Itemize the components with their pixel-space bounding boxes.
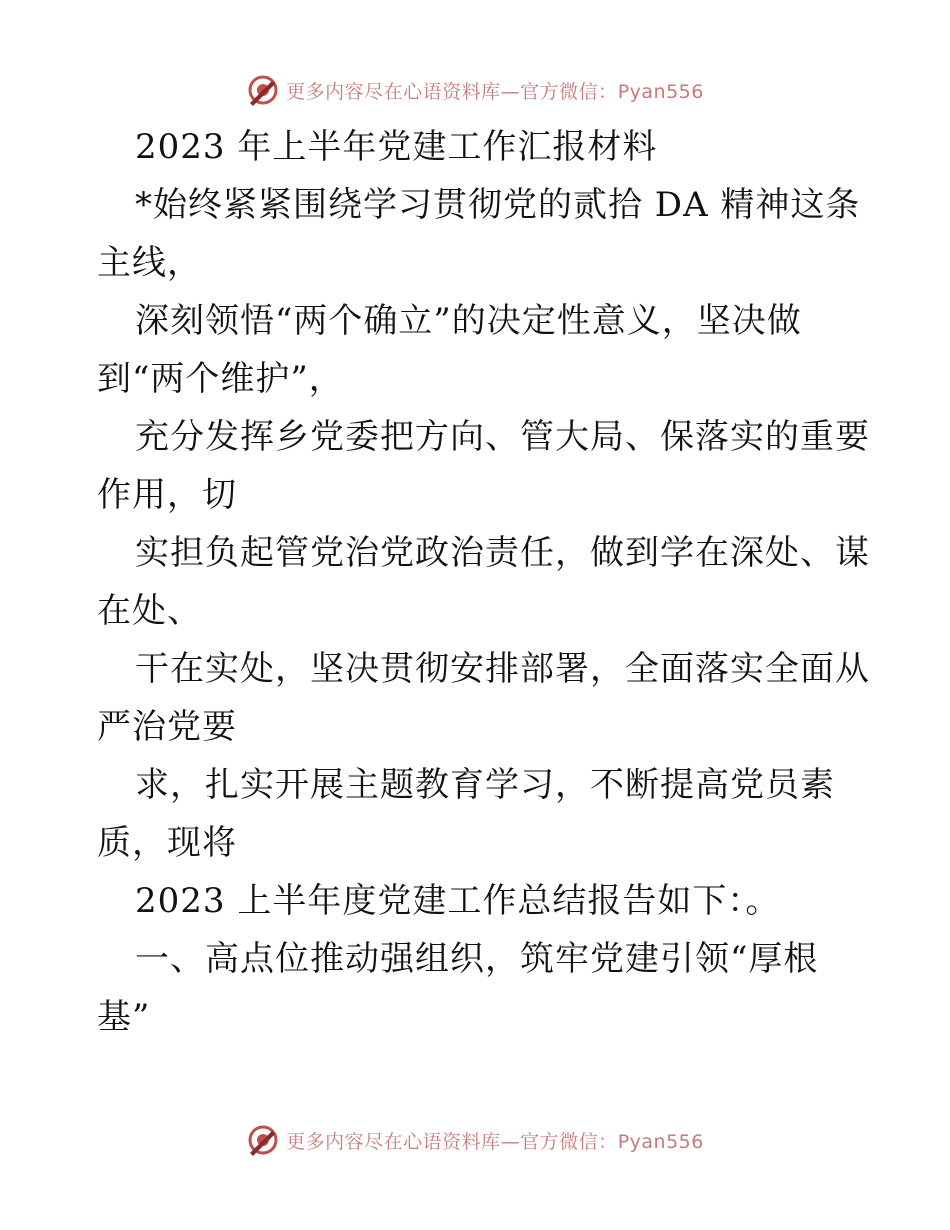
footer-watermark <box>0 1120 950 1160</box>
document-line: 基” <box>97 997 151 1037</box>
watermark-wechat-label: 官方微信： <box>520 80 618 103</box>
document-body <box>97 118 870 1046</box>
document-line: 2023 年上半年党建工作汇报材料 <box>135 127 658 167</box>
watermark-separator: — <box>500 80 521 103</box>
document-line: 一、高点位推动强组织，筑牢党建引领“厚根 <box>135 939 819 979</box>
document-line: 干在实处，坚决贯彻安排部署，全面落实全面从 <box>135 649 870 689</box>
document-line: 主线， <box>97 243 202 283</box>
document-line: 在处、 <box>97 591 202 631</box>
document-line: 严治党要 <box>97 707 237 747</box>
document-line: *始终紧紧围绕学习贯彻党的贰拾 DA 精神这条 <box>135 185 861 225</box>
document-line: 求，扎实开展主题教育学习，不断提高党员素 <box>135 765 835 805</box>
watermark-account: Pyan556 <box>617 80 704 103</box>
header-watermark <box>0 70 950 110</box>
document-line: 质，现将 <box>97 823 237 863</box>
document-line: 到“两个维护”， <box>97 359 344 399</box>
watermark-main-text: 更多内容尽在心语资料库 <box>286 80 501 103</box>
document-line: 2023 上半年度党建工作总结报告如下：。 <box>135 881 781 921</box>
watermark-wechat-label: 官方微信： <box>520 1130 618 1153</box>
pen-logo-icon <box>246 1123 280 1157</box>
watermark-separator: — <box>500 1130 521 1153</box>
pen-logo-icon <box>246 73 280 107</box>
document-line: 深刻领悟“两个确立”的决定性意义，坚决做 <box>135 301 802 341</box>
document-line: 作用，切 <box>97 475 237 515</box>
document-line: 充分发挥乡党委把方向、管大局、保落实的重要 <box>135 417 870 457</box>
document-line: 实担负起管党治党政治责任，做到学在深处、谋 <box>135 533 870 573</box>
watermark-account: Pyan556 <box>617 1130 704 1153</box>
watermark-main-text: 更多内容尽在心语资料库 <box>286 1130 501 1153</box>
